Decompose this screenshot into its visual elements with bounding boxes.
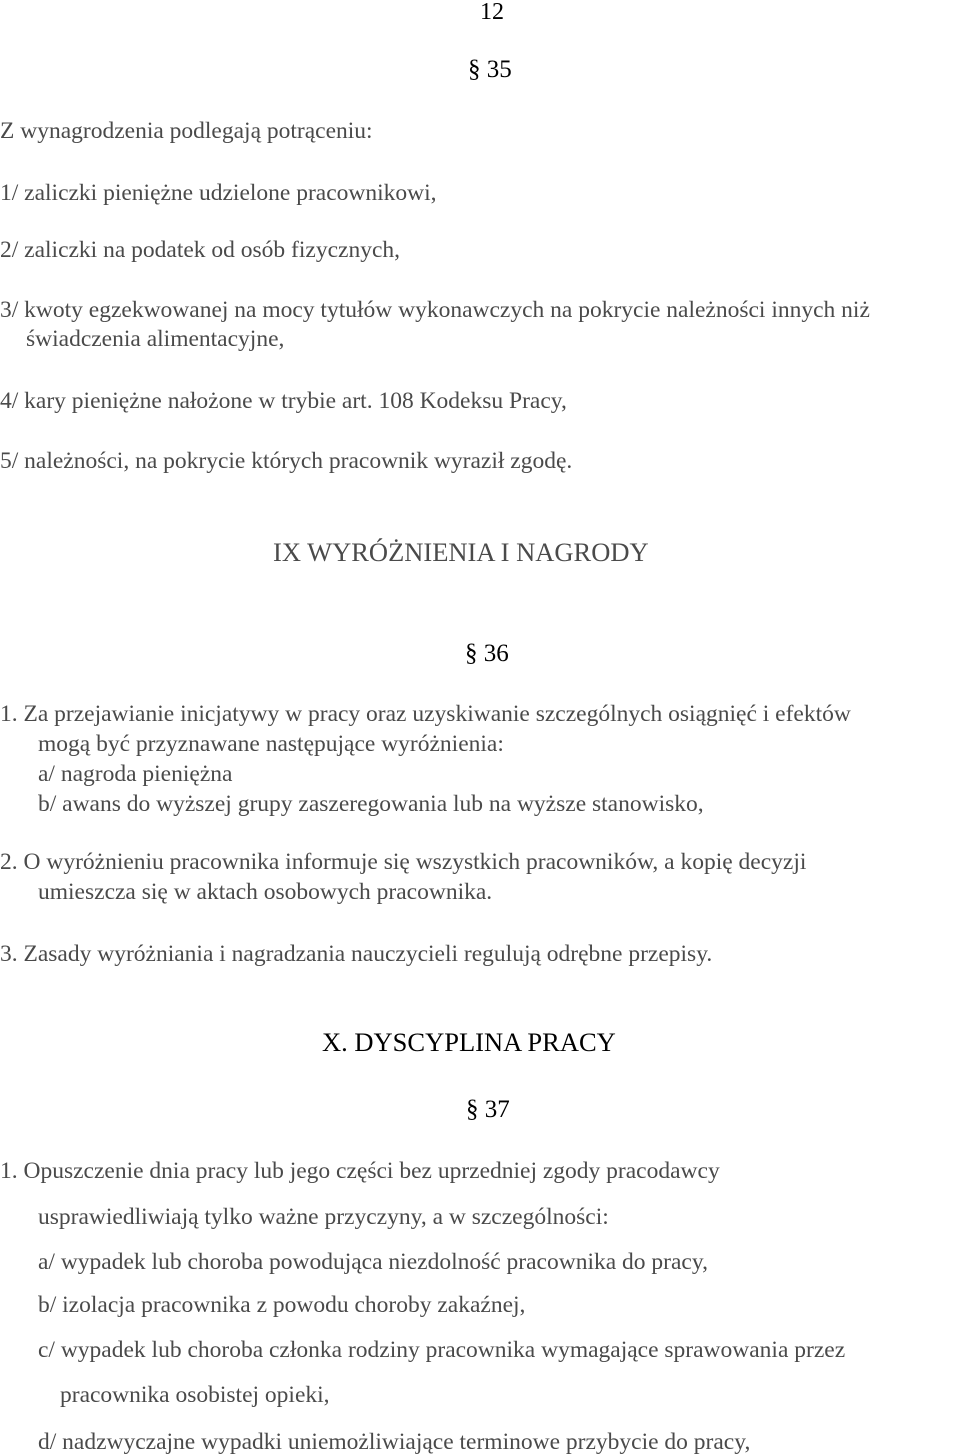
section35-item-3: 3/ kwoty egzekwowanej na mocy tytułów wykonawczych na pokrycie należności innych niż	[0, 297, 870, 323]
section35-item-5: 5/ należności, na pokrycie których pracownik wyraził zgodę.	[0, 448, 573, 474]
chapter-10-title: X. DYSCYPLINA PRACY	[322, 1027, 616, 1057]
section35-item-4: 4/ kary pieniężne nałożone w trybie art. 108 Kodeksu Pracy,	[0, 388, 567, 414]
section37-point-1-c-cont: pracownika osobistej opieki,	[60, 1382, 330, 1408]
section37-point-1-d: d/ nadzwyczajne wypadki uniemożliwiające terminowe przybycie do pracy,	[38, 1429, 751, 1455]
page-number: 12	[480, 0, 504, 25]
chapter-9-title: IX WYRÓŻNIENIA I NAGRODY	[273, 537, 649, 567]
section35-intro: Z wynagrodzenia podlegają potrąceniu:	[0, 118, 373, 144]
section36-point-1: 1. Za przejawianie inicjatywy w pracy oraz uzyskiwanie szczególnych osiągnięć i efektów	[0, 701, 851, 727]
section-mark-37: § 37	[466, 1096, 510, 1123]
section36-point-2-cont: umieszcza się w aktach osobowych pracownika.	[38, 879, 493, 905]
section-mark-36: § 36	[465, 640, 509, 667]
section36-point-2: 2. O wyróżnieniu pracownika informuje się wszystkich pracowników, a kopię decyzji	[0, 849, 807, 875]
section37-point-1-c: c/ wypadek lub choroba członka rodziny pracownika wymagające sprawowania przez	[38, 1337, 846, 1363]
section-mark-35: § 35	[468, 56, 512, 83]
section35-item-1: 1/ zaliczki pieniężne udzielone pracownikowi,	[0, 180, 437, 206]
section37-point-1-cont: usprawiedliwiają tylko ważne przyczyny, a w szczególności:	[38, 1204, 609, 1230]
section35-item-3-cont: świadczenia alimentacyjne,	[26, 326, 285, 352]
section36-point-1-cont: mogą być przyznawane następujące wyróżnienia:	[38, 731, 504, 757]
section37-point-1-a: a/ wypadek lub choroba powodująca niezdolność pracownika do pracy,	[38, 1249, 708, 1275]
section37-point-1: 1. Opuszczenie dnia pracy lub jego części bez uprzedniej zgody pracodawcy	[0, 1158, 720, 1184]
section36-point-3: 3. Zasady wyróżniania i nagradzania nauczycieli regulują odrębne przepisy.	[0, 941, 713, 967]
section36-point-1-b: b/ awans do wyższej grupy zaszeregowania lub na wyższe stanowisko,	[38, 791, 704, 817]
section37-point-1-b: b/ izolacja pracownika z powodu choroby zakaźnej,	[38, 1292, 526, 1318]
section36-point-1-a: a/ nagroda pieniężna	[38, 761, 233, 787]
section35-item-2: 2/ zaliczki na podatek od osób fizycznych,	[0, 237, 401, 263]
